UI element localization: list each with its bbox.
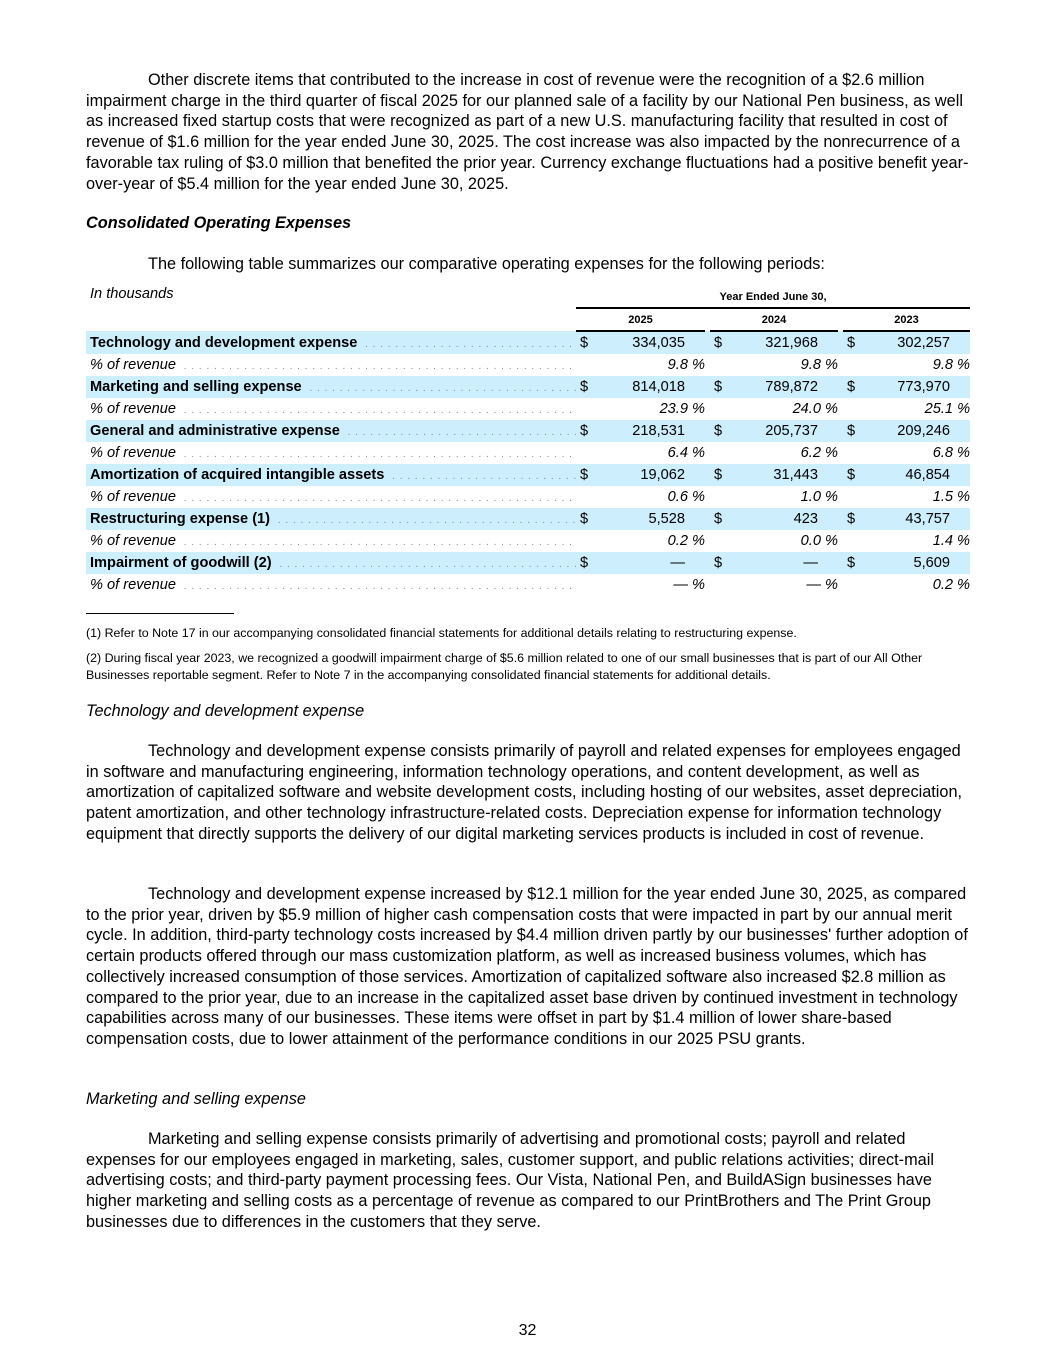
amount-cell — [843, 376, 970, 398]
footnote-divider — [86, 613, 234, 614]
row-label-text: % of revenue — [90, 489, 176, 505]
row-label-text: Technology and development expense — [90, 334, 358, 351]
amount-cell — [710, 508, 838, 530]
row-label — [86, 354, 576, 376]
row-label — [86, 398, 576, 420]
currency-symbol: $ — [847, 423, 856, 439]
table-row-expense — [86, 464, 970, 486]
currency-symbol: $ — [580, 379, 589, 395]
intro-paragraph: The following table summarizes our comparative operating expenses for the following periods: — [148, 255, 825, 273]
percent-value: — % — [673, 577, 705, 593]
amount-cell — [710, 552, 838, 574]
amount-cell — [710, 331, 838, 354]
percent-value: 6.2 % — [800, 445, 838, 461]
amount-value: 773,970 — [897, 379, 951, 395]
table-row-expense — [86, 508, 970, 530]
currency-symbol: $ — [847, 555, 856, 571]
amount-value: 302,257 — [897, 335, 951, 351]
percent-value: 9.8 % — [932, 357, 971, 373]
footnote-1: (1) Refer to Note 17 in our accompanying consolidated financial statements for additional details relating to restructuring expense. — [86, 626, 797, 640]
amount-value: 5,609 — [913, 555, 951, 571]
table-row-percent — [86, 398, 970, 420]
amount-cell — [576, 420, 705, 442]
amount-value: 31,443 — [773, 467, 818, 483]
row-label — [86, 420, 576, 442]
currency-symbol: $ — [714, 511, 723, 527]
amount-cell — [710, 420, 838, 442]
row-label — [86, 530, 576, 552]
amount-value: — — [670, 555, 685, 571]
percent-value: 23.9 % — [659, 401, 705, 417]
currency-symbol: $ — [580, 555, 589, 571]
currency-symbol: $ — [580, 511, 589, 527]
paragraph-cost-revenue: Other discrete items that contributed to the increase in cost of revenue were the recognition of a $2.6 million impairment charge in the third quarter of fiscal 2025 for our planned sale of a facility by our National Pen business, as well as increased fixed startup costs that were recognized as part of a new U.S. manufacturing facility that resulted in cost of revenue of $1.6 million for the year ended June 30, 2025. The cost increase was also impacted by the nonrecurrence of a favorable tax ruling of $3.0 million that benefited the prior year. Currency exchange fluctuations had a positive benefit year-over-year of $5.4 million for the year ended June 30, 2025. — [86, 71, 969, 193]
percent-value: 25.1 % — [924, 401, 971, 417]
year-header: 2023 — [843, 308, 970, 331]
currency-symbol: $ — [714, 379, 723, 395]
table-row-expense — [86, 420, 970, 442]
row-label-text: General and administrative expense — [90, 423, 340, 439]
amount-value: 218,531 — [632, 423, 685, 439]
row-label-text: Marketing and selling expense — [90, 379, 302, 395]
amount-value: — — [803, 555, 818, 571]
currency-symbol: $ — [714, 335, 723, 351]
table-row-percent — [86, 486, 970, 508]
percent-value: 9.8 % — [800, 357, 838, 373]
table-row-percent — [86, 530, 970, 552]
amount-cell — [576, 464, 705, 486]
amount-cell — [576, 552, 705, 574]
subheading-marketing: Marketing and selling expense — [86, 1090, 306, 1108]
section-heading-opex: Consolidated Operating Expenses — [86, 214, 352, 232]
percent-value: 1.5 % — [932, 489, 971, 505]
row-label — [86, 376, 576, 398]
table-row-expense — [86, 552, 970, 574]
currency-symbol: $ — [847, 335, 856, 351]
currency-symbol: $ — [847, 467, 856, 483]
row-label-text: Amortization of acquired intangible assets — [90, 467, 385, 483]
paragraph-tech-2: Technology and development expense increased by $12.1 million for the year ended June 30, 2025, as compared to the prior year, driven by $5.9 million of higher cash compensation costs that were impacted in part by our annual merit cycle. In addition, third-party technology costs increased by $4.4 million driven partly by our businesses' further adoption of certain products offered through our mass customization platform, as well as increased business volumes, which has collectively increased consumption of those services. Amortization of capitalized software also increased $2.8 million as compared to the prior year, due to an increase in the capitalized asset base driven by continued investment in technology capabilities across many of our businesses. These items were offset in part by $1.4 million of lower share-based compensation costs, due to lower attainment of the performance conditions in our 2025 PSU grants. — [86, 885, 968, 1048]
percent-value: 1.4 % — [932, 533, 971, 549]
amount-value: 789,872 — [765, 379, 818, 395]
percent-value: 0.2 % — [932, 577, 971, 593]
currency-symbol: $ — [714, 555, 723, 571]
amount-value: 334,035 — [632, 335, 685, 351]
currency-symbol: $ — [580, 335, 589, 351]
row-label-text: % of revenue — [90, 533, 176, 549]
subheading-tech: Technology and development expense — [86, 702, 365, 720]
table-row-expense — [86, 376, 970, 398]
row-label — [86, 574, 576, 596]
page-number: 32 — [518, 1322, 537, 1339]
period-header: Year Ended June 30, — [576, 286, 970, 308]
amount-cell — [843, 331, 970, 354]
year-header: 2024 — [710, 308, 838, 331]
amount-value: 321,968 — [765, 335, 818, 351]
percent-value: 0.0 % — [800, 533, 838, 549]
amount-cell — [843, 464, 970, 486]
amount-cell — [710, 376, 838, 398]
percent-value: 6.4 % — [667, 445, 705, 461]
amount-cell — [843, 508, 970, 530]
amount-value: 814,018 — [632, 379, 685, 395]
percent-value: 1.0 % — [800, 489, 838, 505]
amount-value: 209,246 — [897, 423, 951, 439]
unit-label: In thousands — [90, 286, 174, 302]
table-row-percent — [86, 442, 970, 464]
row-label — [86, 331, 576, 354]
percent-value: 0.6 % — [667, 489, 705, 505]
row-label-text: % of revenue — [90, 357, 176, 373]
row-label — [86, 486, 576, 508]
percent-value: 6.8 % — [932, 445, 971, 461]
currency-symbol: $ — [847, 511, 856, 527]
currency-symbol: $ — [580, 467, 589, 483]
amount-value: 46,854 — [905, 467, 951, 483]
row-label-text: % of revenue — [90, 445, 176, 461]
percent-value: — % — [806, 577, 838, 593]
row-label — [86, 442, 576, 464]
amount-value: 43,757 — [905, 511, 951, 527]
row-label — [86, 552, 576, 574]
paragraph-marketing: Marketing and selling expense consists primarily of advertising and promotional costs; payroll and related expenses for our employees engaged in marketing, sales, customer support, and public relations activities; direct-mail advertising costs; and third-party payment processing fees. Our Vista, National Pen, and BuildASign businesses have higher marketing and selling costs as a percentage of revenue as compared to our PrintBrothers and The Print Group businesses due to differences in the customers that they serve. — [86, 1130, 934, 1231]
amount-cell — [576, 331, 705, 354]
amount-cell — [576, 508, 705, 530]
amount-value: 205,737 — [765, 423, 818, 439]
table-row-expense — [86, 331, 970, 354]
operating-expenses-table — [86, 286, 970, 596]
currency-symbol: $ — [847, 379, 856, 395]
amount-cell — [843, 552, 970, 574]
amount-value: 5,528 — [648, 511, 685, 527]
currency-symbol: $ — [714, 467, 723, 483]
table-row-percent — [86, 574, 970, 596]
footnote-2: (2) During fiscal year 2023, we recognized a goodwill impairment charge of $5.6 million related to one of our small businesses that is part of our All Other Businesses reportable segment. Refer to Note 7 in the accompanying consolidated financial statements for additional details. — [86, 651, 923, 682]
amount-value: 423 — [793, 511, 818, 527]
percent-value: 9.8 % — [667, 357, 705, 373]
year-header: 2025 — [576, 308, 705, 331]
row-label-text: % of revenue — [90, 401, 176, 417]
row-label-text: Impairment of goodwill (2) — [90, 555, 272, 571]
paragraph-tech-1: Technology and development expense consists primarily of payroll and related expenses for employees engaged in software and manufacturing engineering, information technology operations, and content development, as well as amortization of capitalized software and website development costs, including hosting of our websites, asset depreciation, patent amortization, and other technology infrastructure-related costs. Depreciation expense for information technology equipment that directly supports the delivery of our digital marketing services products is included in cost of revenue. — [86, 742, 963, 843]
currency-symbol: $ — [580, 423, 589, 439]
row-label-text: % of revenue — [90, 577, 176, 593]
amount-value: 19,062 — [640, 467, 685, 483]
percent-value: 0.2 % — [667, 533, 705, 549]
row-label — [86, 464, 576, 486]
row-label-text: Restructuring expense (1) — [90, 511, 271, 527]
amount-cell — [576, 376, 705, 398]
amount-cell — [710, 464, 838, 486]
table-row-percent — [86, 354, 970, 376]
row-label — [86, 508, 576, 530]
currency-symbol: $ — [714, 423, 723, 439]
amount-cell — [843, 420, 970, 442]
percent-value: 24.0 % — [792, 401, 838, 417]
